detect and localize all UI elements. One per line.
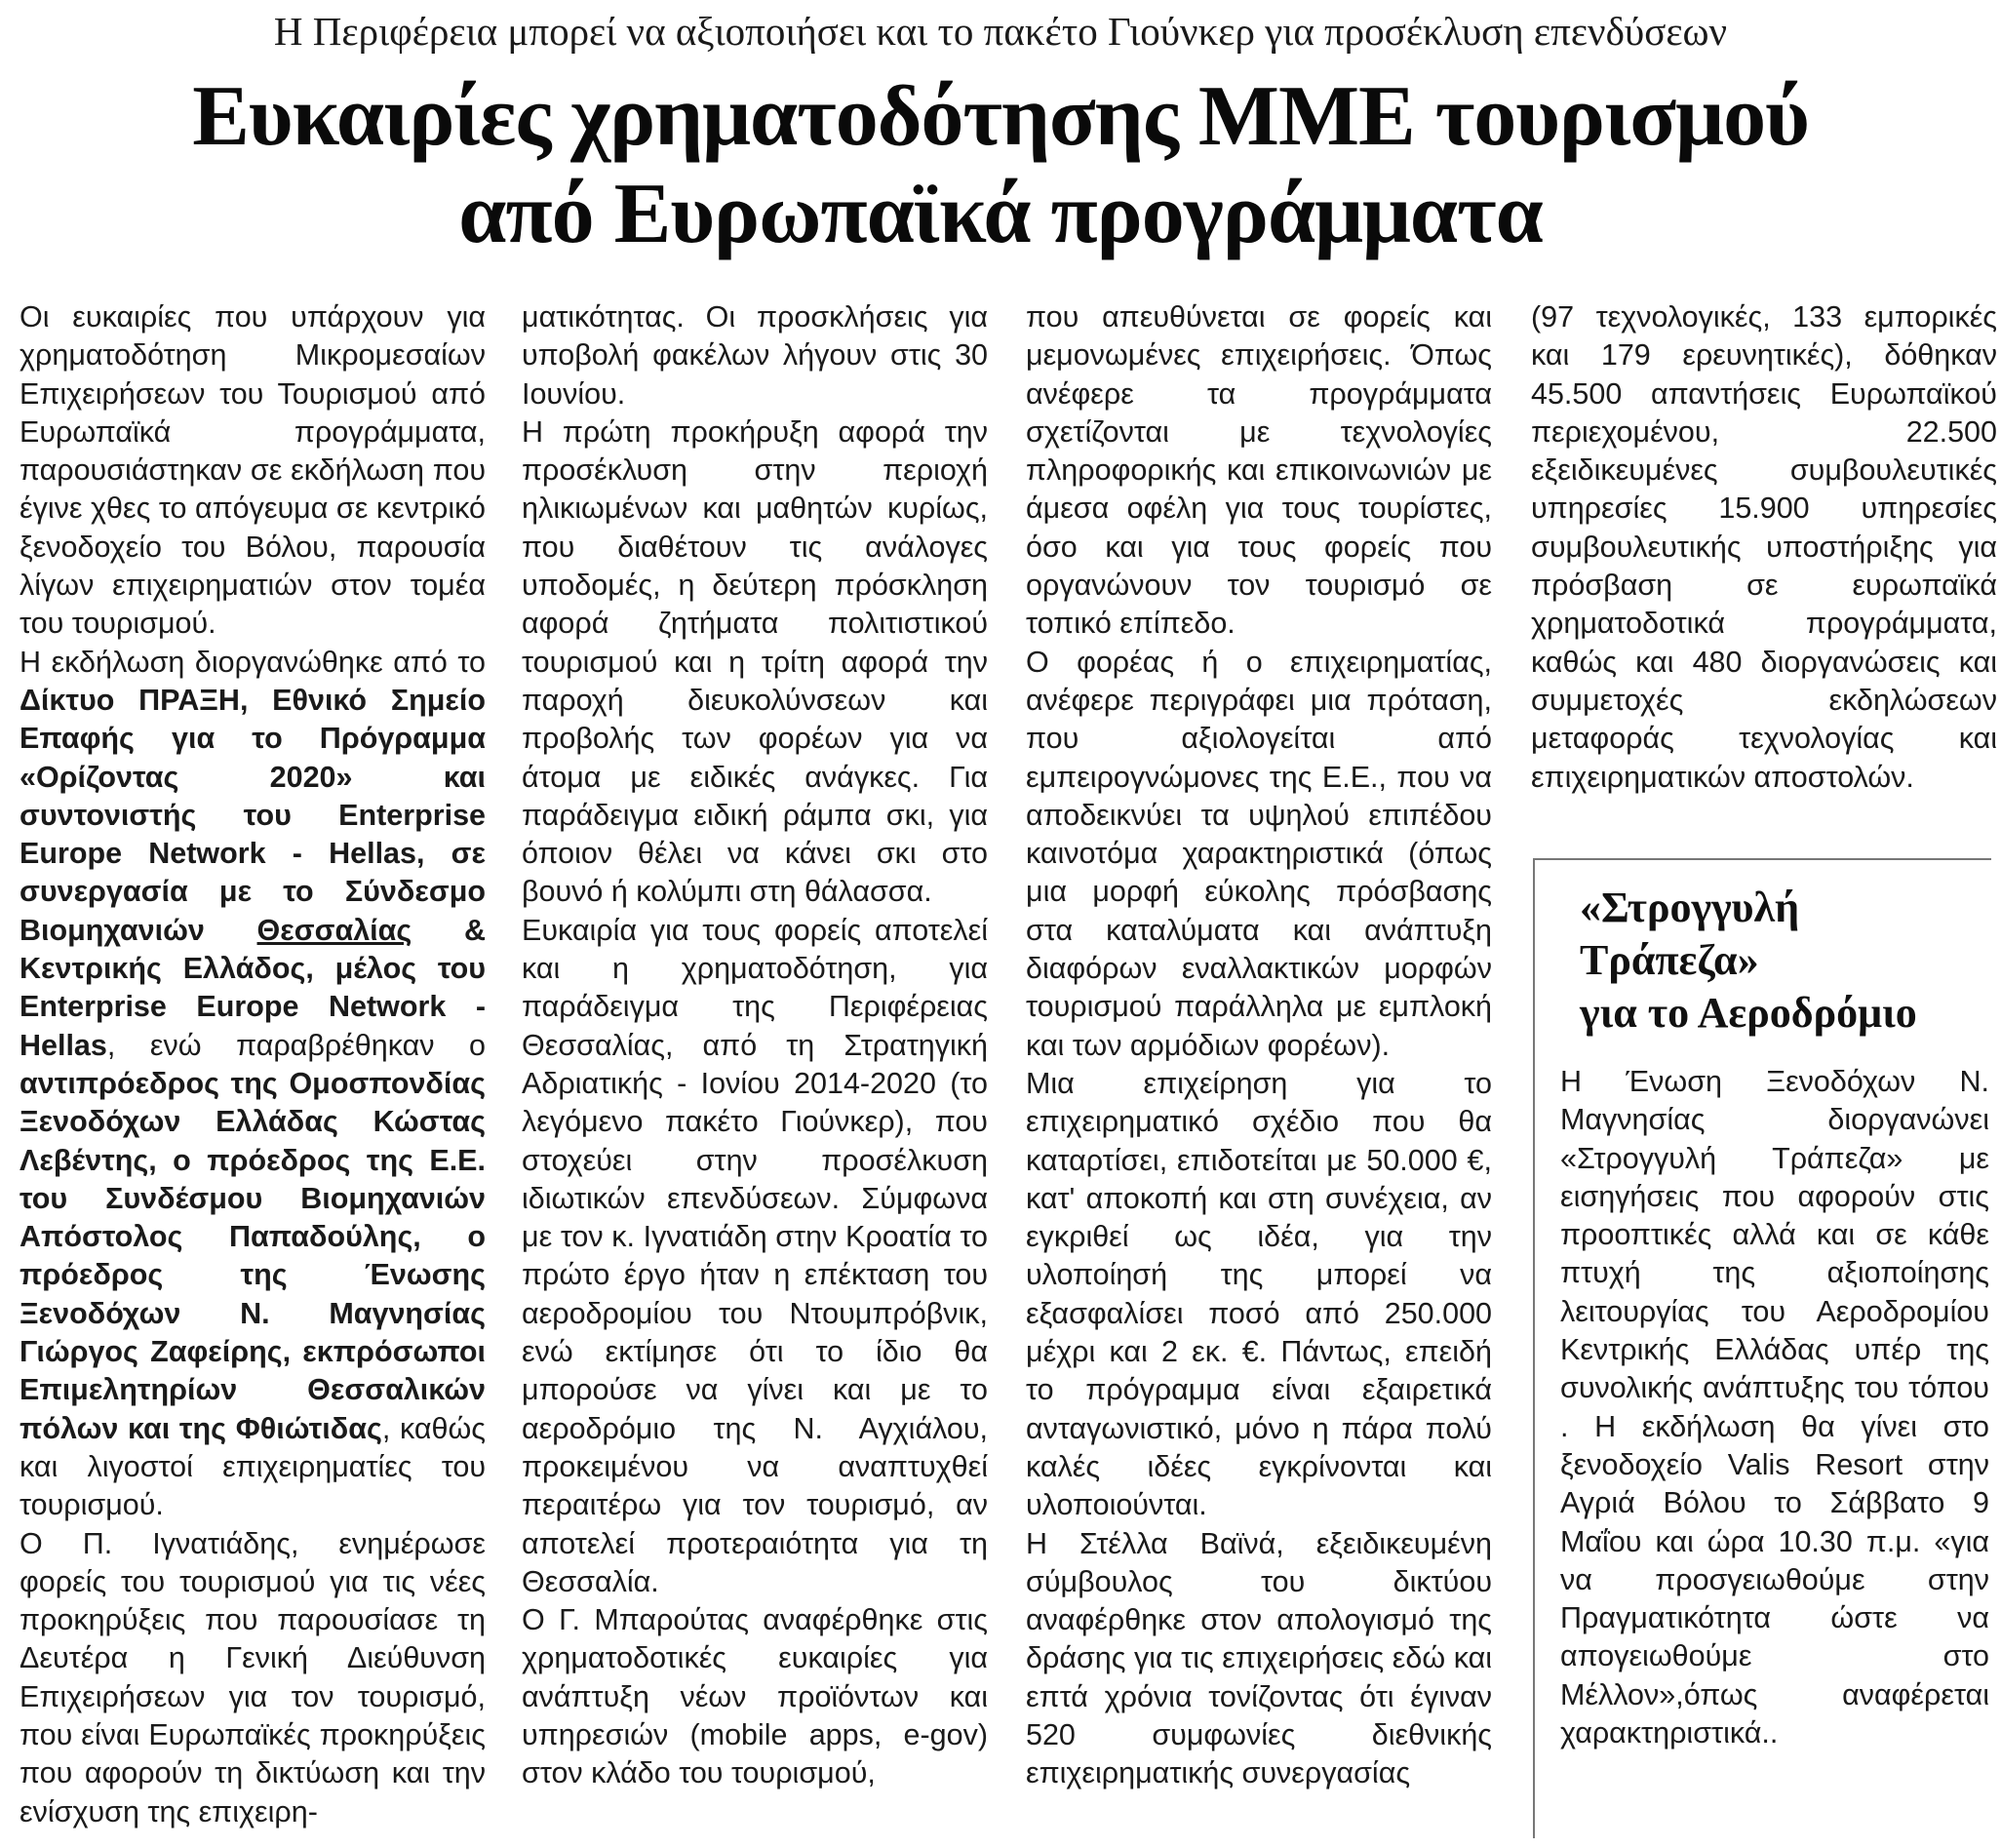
paragraph: Η Στέλλα Βαϊνά, εξειδικευμένη σύμβουλος του δικτύου αναφέρθηκε στον απολογισμό της δράσης για τις επιχειρήσεις εδώ και επτά χρόνια τονίζοντας ότι έγιναν 520 συμφωνίες διεθνικής επιχειρηματικής συνεργασίας (1026, 1526, 1492, 1790)
article-headline (0, 68, 2001, 263)
headline-line-2: από Ευρωπαϊκά προγράμματα (458, 167, 1543, 261)
paragraph: (97 τεχνολογικές, 133 εμπορικές και 179 ερευνητικές), δόθηκαν 45.500 απαντήσεις Ευρωπαϊκού περιεχομένου, 22.500 εξειδικευμένες συμβουλευτικές υπηρεσίες 15.900 υπηρεσίες συμβουλευτικής υποστήριξης για πρόσβαση σε ευρωπαϊκά χρηματοδοτικά προγράμματα, καθώς και 480 διοργανώσεις και συμμετοχές εκδηλώσεων μεταφοράς τεχνολογίας και επιχειρηματικών αποστολών. (1531, 300, 1997, 794)
bold-text: Δίκτυο ΠΡΑΞΗ, Εθνικό Σημείο Επαφής για το Πρόγραμμα «Ορίζοντας 2020» και συντονιστής του Enterprise Europe Network - Hellas, σε συνεργασία με το Σύνδεσμο Βιομηχανιών (20, 683, 486, 947)
paragraph: Ο Π. Ιγνατιάδης, ενημέρωσε φορείς του τουρισμού για τις νέες προκηρύξεις που παρουσίασε τη Δευτέρα η Γενική Διεύθυνση Επιχειρήσεων για τον τουρισμό, που είναι Ευρωπαϊκές προκηρύξεις που αφορούν τη δικτύωση και την ενίσχυση της επιχειρη- (20, 1526, 486, 1828)
paragraph: που απευθύνεται σε φορείς και μεμονωμένες επιχειρήσεις. Όπως ανέφερε τα προγράμματα σχετίζονται με τεχνολογίες πληροφορικής και επικοινωνιών με άμεσα οφέλη για τους τουρίστες, όσο και για τους φορείς που οργανώνουν τον τουρισμό σε τοπικό επίπεδο. (1026, 300, 1492, 641)
paragraph: Η πρώτη προκήρυξη αφορά την προσέκλυση στην περιοχή ηλικιωμένων και μαθητών κυρίως, που διαθέτουν τις ανάλογες υποδομές, η δεύτερη πρόσκληση αφορά ζητήματα πολιτιστικού τουρισμού και η τρίτη αφορά την παροχή διευκολύνσεων και προβολής των φορέων για να άτομα με ειδικές ανάγκες. Για παράδειγμα ειδική ράμπα σκι, για όποιον θέλει να κάνει σκι στο βουνό ή κολύμπι στη θάλασσα. (522, 414, 988, 909)
paragraph: Οι ευκαιρίες που υπάρχουν για χρηματοδότηση Μικρομεσαίων Επιχειρήσεων του Τουρισμού από Ευρωπαϊκά προγράμματα, παρουσιάστηκαν σε εκδήλωση που έγινε χθες το απόγευμα σε κεντρικό ξενοδοχείο του Βόλου, παρουσία λίγων επιχειρηματιών στον τομέα του τουρισμού. (20, 300, 486, 641)
paragraph: Ο Γ. Μπαρούτας αναφέρθηκε στις χρηματοδοτικές ευκαιρίες για ανάπτυξη νέων προϊόντων και υπηρεσιών (mobile apps, e-gov) στον κλάδο του τουρισμού, (522, 1603, 988, 1790)
article-overline: Η Περιφέρεια μπορεί να αξιοποιήσει και το πακέτο Γιούνκερ για προσέκλυση επενδύσεων (273, 9, 1728, 54)
headline-line-1: Ευκαιρίες χρηματοδότησης ΜΜΕ τουρισμού (192, 69, 1809, 164)
paragraph: ματικότητας. Οι προσκλήσεις για υποβολή φακέλων λήγουν στις 30 Ιουνίου. (522, 300, 988, 411)
paragraph: Ο φορέας ή ο επιχειρηματίας, ανέφερε περιγράφει μια πρόταση, που αξιολογείται από εμπειρογνώμονες της Ε.Ε., που να αποδεικνύει τα υψηλού επιπέδου καινοτόμα χαρακτηριστικά (όπως μια μορφή εύκολης πρόσβασης στα καταλύματα και ανάπτυξη διαφόρων εναλλακτικών μορφών τουρισμού παράλληλα με εμπλοκή και των αρμόδιων φορέων). (1026, 645, 1492, 1062)
text-run: Η εκδήλωση διοργανώθηκε από το (20, 645, 486, 679)
bold-text: & Κεντρικής Ελλάδος, μέλος του Enterprise Europe Network - Hellas (20, 913, 486, 1062)
paragraph: Μια επιχείρηση για το επιχειρηματικό σχέδιο που θα καταρτίσει, επιδοτείται με 50.000 €, κατ' αποκοπή και στη συνέχεια, αν εγκριθεί ως ιδέα, για την υλοποίησή της μπορεί να εξασφαλίσει ποσό από 250.000 μέχρι και 2 εκ. €. Πάντως, επειδή το πρόγραμμα είναι εξαιρετικά ανταγωνιστικό, μόνο η πάρα πολύ καλές ιδέες εγκρίνονται και υλοποιούνται. (1026, 1066, 1492, 1522)
sidebar-title-line: για το Αεροδρόμιο (1580, 989, 1917, 1037)
paragraph: Ευκαιρία για τους φορείς αποτελεί και η χρηματοδότηση, για παράδειγμα της Περιφέρειας Θεσσαλίας, από τη Στρατηγική Αδριατικής - Ιονίου 2014-2020 (το λεγόμενο πακέτο Γιούνκερ), που στοχεύει στην προσέλκυση ιδιωτικών επενδύσεων. Σύμφωνα με τον κ. Ιγνατιάδη στην Κροατία το πρώτο έργο ήταν η επέκταση του αεροδρομίου του Ντουμπρόβνικ, ενώ εκτίμησε ότι το ίδιο θα μπορούσε να γίνει και με το αεροδρόμιο της Ν. Αγχιάλου, προκειμένου να αναπτυχθεί περαιτέρω για τον τουρισμό, αν αποτελεί προτεραιότητα για τη Θεσσαλία. (522, 913, 988, 1598)
underlined-text: Θεσσαλίας (256, 913, 412, 947)
sidebar-text: Η Ένωση Ξενοδόχων Ν. Μαγνησίας διοργανώνει «Στρογγυλή Τράπεζα» με εισηγήσεις που αφορούν στις προοπτικές αλλά και σε κάθε πτυχή της αξιοποίησης λειτουργίας του Αεροδρομίου Κεντρικής Ελλάδας υπέρ της συνολικής ανάπτυξης του τόπου . Η εκδήλωση θα γίνει στο ξενοδοχείο Valis Resort στην Αγριά Βόλου το Σάββατο 9 Μαΐου και ώρα 10.30 π.μ. «για να προσγειωθούμε στην Πραγματικότητα ώστε να απογειωθούμε στο Μέλλον»,όπως αναφέρεται χαρακτηριστικά.. (1560, 1065, 1989, 1750)
text-run: , καθώς και λιγοστοί επιχειρηματίες του τουρισμού. (20, 1411, 486, 1522)
paragraph (20, 644, 486, 1525)
bold-text: αντιπρόεδρος της Ομοσπονδίας Ξενοδόχων Ελλάδας Κώστας Λεβέντης, ο πρόεδρος της Ε.Ε. του Συνδέσμου Βιομηχανιών Απόστολος Παπαδούλης, ο πρόεδρος της Ένωσης Ξενοδόχων Ν. Μαγνησίας Γιώργος Ζαφείρης, εκπρόσωποι Επιμελητηρίων Θεσσαλικών πόλων και της Φθιώτιδας (20, 1066, 486, 1445)
article-column-2 (522, 298, 988, 1793)
text-run: , ενώ παραβρέθηκαν ο (106, 1028, 486, 1062)
article-column-4 (1531, 298, 1997, 797)
sidebar-title (1580, 882, 1991, 1040)
article-column-3 (1026, 298, 1492, 1793)
sidebar-box (1533, 858, 1991, 1838)
sidebar-title-line: Τράπεζα» (1580, 936, 1759, 984)
article-column-1 (20, 298, 486, 1831)
sidebar-title-line: «Στρογγυλή (1580, 884, 1800, 931)
